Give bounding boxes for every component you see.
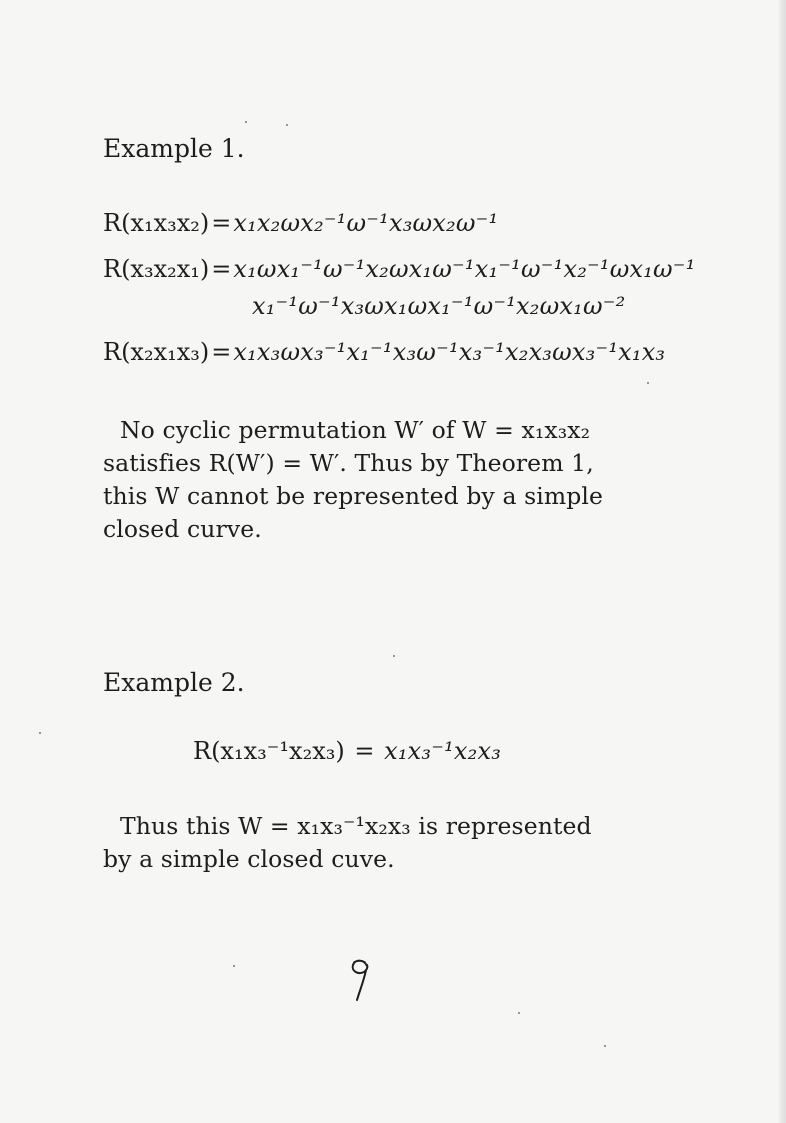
equation-rhs-continued: x₁⁻¹ω⁻¹x₃ωx₁ωx₁⁻¹ω⁻¹x₂ωx₁ω⁻² — [252, 292, 626, 320]
equals-sign: = — [211, 255, 232, 283]
equation-line-2-continued — [252, 291, 625, 321]
equals-sign: = — [211, 338, 232, 366]
equation-lhs: R(x₃x₂x₁) — [103, 255, 210, 283]
equals-sign: = — [211, 209, 232, 237]
equation-lhs: R(x₁x₃x₂) — [103, 209, 210, 237]
paragraph-line: by a simple closed cuve. — [103, 845, 395, 873]
scan-edge-shadow — [778, 0, 786, 1123]
scan-speck — [39, 732, 41, 734]
paragraph-line: this W cannot be represented by a simple — [103, 482, 604, 510]
equation-rhs: x₁ωx₁⁻¹ω⁻¹x₂ωx₁ω⁻¹x₁⁻¹ω⁻¹x₂⁻¹ωx₁ω⁻¹ — [233, 255, 696, 283]
example-2-equation — [193, 736, 501, 766]
example-1-paragraph — [103, 414, 608, 546]
equation-line-2 — [103, 254, 695, 284]
equation-lhs: R(x₁x₃⁻¹x₂x₃) — [193, 737, 345, 765]
equation-rhs: x₁x₃ωx₃⁻¹x₁⁻¹x₃ω⁻¹x₃⁻¹x₂x₃ωx₃⁻¹x₁x₃ — [233, 338, 666, 366]
equation-rhs: x₁x₂ωx₂⁻¹ω⁻¹x₃ωx₂ω⁻¹ — [233, 209, 499, 237]
example-2-heading: Example 2. — [103, 668, 245, 697]
paragraph-line: satisfies R(W′) = W′. Thus by Theorem 1, — [103, 449, 594, 477]
scan-speck — [393, 655, 395, 657]
equation-line-3 — [103, 337, 665, 367]
paragraph-line: Thus this W = x₁x₃⁻¹x₂x₃ is represented — [120, 812, 592, 840]
equals-sign: = — [354, 737, 375, 765]
scan-speck — [604, 1045, 606, 1047]
equation-rhs: x₁x₃⁻¹x₂x₃ — [384, 737, 502, 765]
equation-line-1 — [103, 208, 498, 238]
example-1-heading: Example 1. — [103, 134, 245, 163]
scan-speck — [245, 121, 247, 123]
scan-speck — [286, 124, 288, 126]
equation-lhs: R(x₂x₁x₃) — [103, 338, 210, 366]
scan-speck — [518, 1012, 520, 1014]
paragraph-line: No cyclic permutation W′ of W = x₁x₃x₂ — [120, 416, 591, 444]
handwritten-page-number — [346, 952, 376, 1006]
example-2-paragraph — [103, 810, 608, 876]
paragraph-line: closed curve. — [103, 515, 262, 543]
scan-speck — [647, 382, 649, 384]
scan-speck — [233, 965, 235, 967]
